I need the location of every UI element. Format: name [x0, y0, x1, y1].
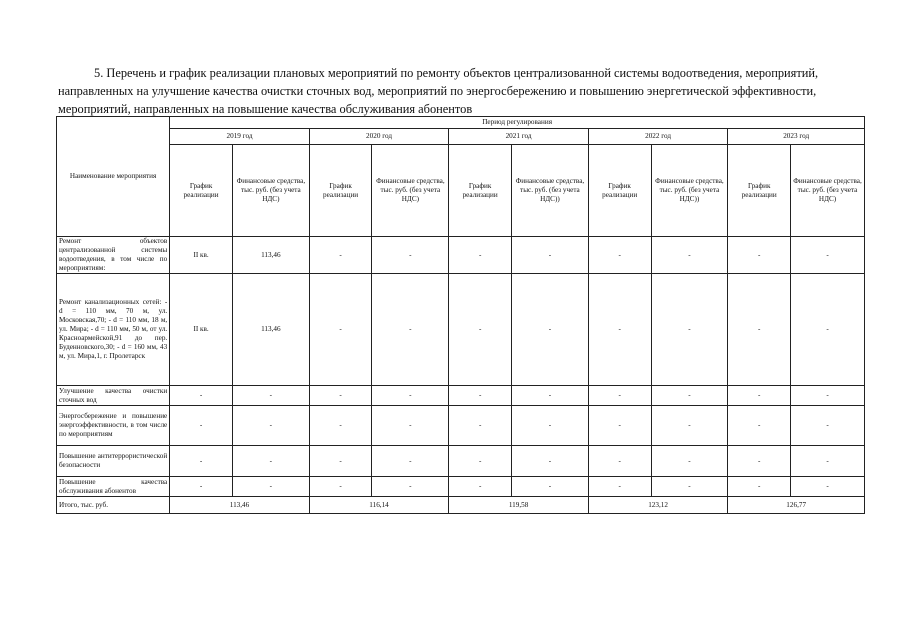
section-heading: [58, 64, 864, 118]
table-cell: -: [309, 237, 372, 274]
table-cell: -: [372, 386, 449, 406]
table-cell: -: [791, 477, 865, 497]
sub-header: График реализации: [588, 145, 651, 237]
table-cell: -: [651, 477, 728, 497]
sub-header-row: [57, 145, 865, 237]
table-cell: -: [791, 406, 865, 446]
table-cell: -: [791, 237, 865, 274]
table-cell: -: [728, 386, 791, 406]
table-row: [57, 446, 865, 477]
table-cell: -: [791, 274, 865, 386]
table-cell: -: [588, 274, 651, 386]
table-cell: -: [588, 477, 651, 497]
sub-header: График реализации: [449, 145, 512, 237]
table-cell: -: [232, 477, 309, 497]
table-row: [57, 386, 865, 406]
total-value: 119,58: [449, 497, 589, 514]
col-header-period: Период регулирования: [170, 117, 865, 129]
table-cell: -: [588, 237, 651, 274]
year-header: 2021 год: [449, 129, 589, 145]
row-name: Ремонт объектов централизованной системы водоотведения, в том числе по мероприятиям:: [57, 237, 170, 274]
table-cell: -: [588, 406, 651, 446]
years-row: [57, 129, 865, 145]
table-cell: -: [728, 274, 791, 386]
year-header: 2022 год: [588, 129, 728, 145]
sub-header: График реализации: [170, 145, 233, 237]
table-cell: -: [309, 386, 372, 406]
table-cell: -: [511, 406, 588, 446]
table-cell: -: [170, 477, 233, 497]
table-cell: -: [511, 477, 588, 497]
row-name: Ремонт канализационных сетей: - d = 110 мм, 70 м, ул. Московская,70; - d = 110 мм, 18 м, ул. Мира; - d = 110 мм, 50 м, от ул. Красноармейской,91 до пер. Буденновского,30; - d = 160 мм, 43 м, ул. Мира,1, г. Пролетарск: [57, 274, 170, 386]
total-value: 116,14: [309, 497, 449, 514]
plan-table: [56, 116, 865, 514]
table-cell: -: [309, 446, 372, 477]
table-cell: -: [449, 274, 512, 386]
row-name: Повышение антитеррористической безопасности: [57, 446, 170, 477]
sub-header: Финансовые средства, тыс. руб. (без учета НДС)): [511, 145, 588, 237]
table-cell: -: [309, 274, 372, 386]
table-row: [57, 274, 865, 386]
row-name: Повышение качества обслуживания абонентов: [57, 477, 170, 497]
table-cell: -: [728, 406, 791, 446]
table-cell: -: [372, 446, 449, 477]
row-name: Энергосбережение и повышение энергоэффективности, в том числе по мероприятиям: [57, 406, 170, 446]
table-cell: -: [588, 386, 651, 406]
table-row: [57, 477, 865, 497]
table-cell: -: [372, 274, 449, 386]
table-cell: -: [791, 446, 865, 477]
total-value: 113,46: [170, 497, 310, 514]
table-cell: -: [372, 406, 449, 446]
year-header: 2019 год: [170, 129, 310, 145]
table-cell: -: [511, 237, 588, 274]
table-cell: -: [449, 386, 512, 406]
table-cell: -: [449, 477, 512, 497]
total-value: 123,12: [588, 497, 728, 514]
table-cell: -: [170, 446, 233, 477]
table-cell: -: [651, 386, 728, 406]
year-header: 2020 год: [309, 129, 449, 145]
table-row: [57, 406, 865, 446]
table-cell: -: [232, 446, 309, 477]
table-cell: -: [511, 274, 588, 386]
table-cell: -: [309, 406, 372, 446]
year-header: 2023 год: [728, 129, 865, 145]
table-cell: -: [170, 386, 233, 406]
table-cell: -: [511, 446, 588, 477]
col-header-name: Наименование мероприятия: [57, 117, 170, 237]
table-cell: -: [511, 386, 588, 406]
table-cell: II кв.: [170, 274, 233, 386]
table-cell: -: [651, 406, 728, 446]
table-cell: 113,46: [232, 274, 309, 386]
sub-header: График реализации: [728, 145, 791, 237]
table-cell: II кв.: [170, 237, 233, 274]
sub-header: Финансовые средства, тыс. руб. (без учета НДС): [372, 145, 449, 237]
table-cell: -: [449, 237, 512, 274]
table-cell: -: [728, 237, 791, 274]
table-cell: -: [449, 446, 512, 477]
table-cell: -: [651, 237, 728, 274]
table-cell: -: [728, 477, 791, 497]
table-cell: 113,46: [232, 237, 309, 274]
total-value: 126,77: [728, 497, 865, 514]
table-cell: -: [651, 274, 728, 386]
row-name: Улучшение качества очистки сточных вод: [57, 386, 170, 406]
sub-header: График реализации: [309, 145, 372, 237]
table-cell: -: [588, 446, 651, 477]
table-cell: -: [449, 406, 512, 446]
table-cell: -: [791, 386, 865, 406]
sub-header: Финансовые средства, тыс. руб. (без учета НДС): [232, 145, 309, 237]
table-cell: -: [309, 477, 372, 497]
table-row: [57, 237, 865, 274]
table-cell: -: [232, 406, 309, 446]
table-cell: -: [372, 477, 449, 497]
table-cell: -: [372, 237, 449, 274]
table-cell: -: [170, 406, 233, 446]
sub-header: Финансовые средства, тыс. руб. (без учета НДС)): [651, 145, 728, 237]
sub-header: Финансовые средства, тыс. руб. (без учета НДС): [791, 145, 865, 237]
total-row: [57, 497, 865, 514]
table-cell: -: [651, 446, 728, 477]
table-cell: -: [728, 446, 791, 477]
heading-text: 5. Перечень и график реализации плановых мероприятий по ремонту объектов централизованной системы водоотведения, мероприятий, направленных на улучшение качества очистки сточных вод, мероприятий по энергосбережению и повышению энергетической эффективности, мероприятий, направленных на повышение качества обслуживания абонентов: [58, 66, 819, 117]
total-label: Итого, тыс. руб.: [57, 497, 170, 514]
table-cell: -: [232, 386, 309, 406]
